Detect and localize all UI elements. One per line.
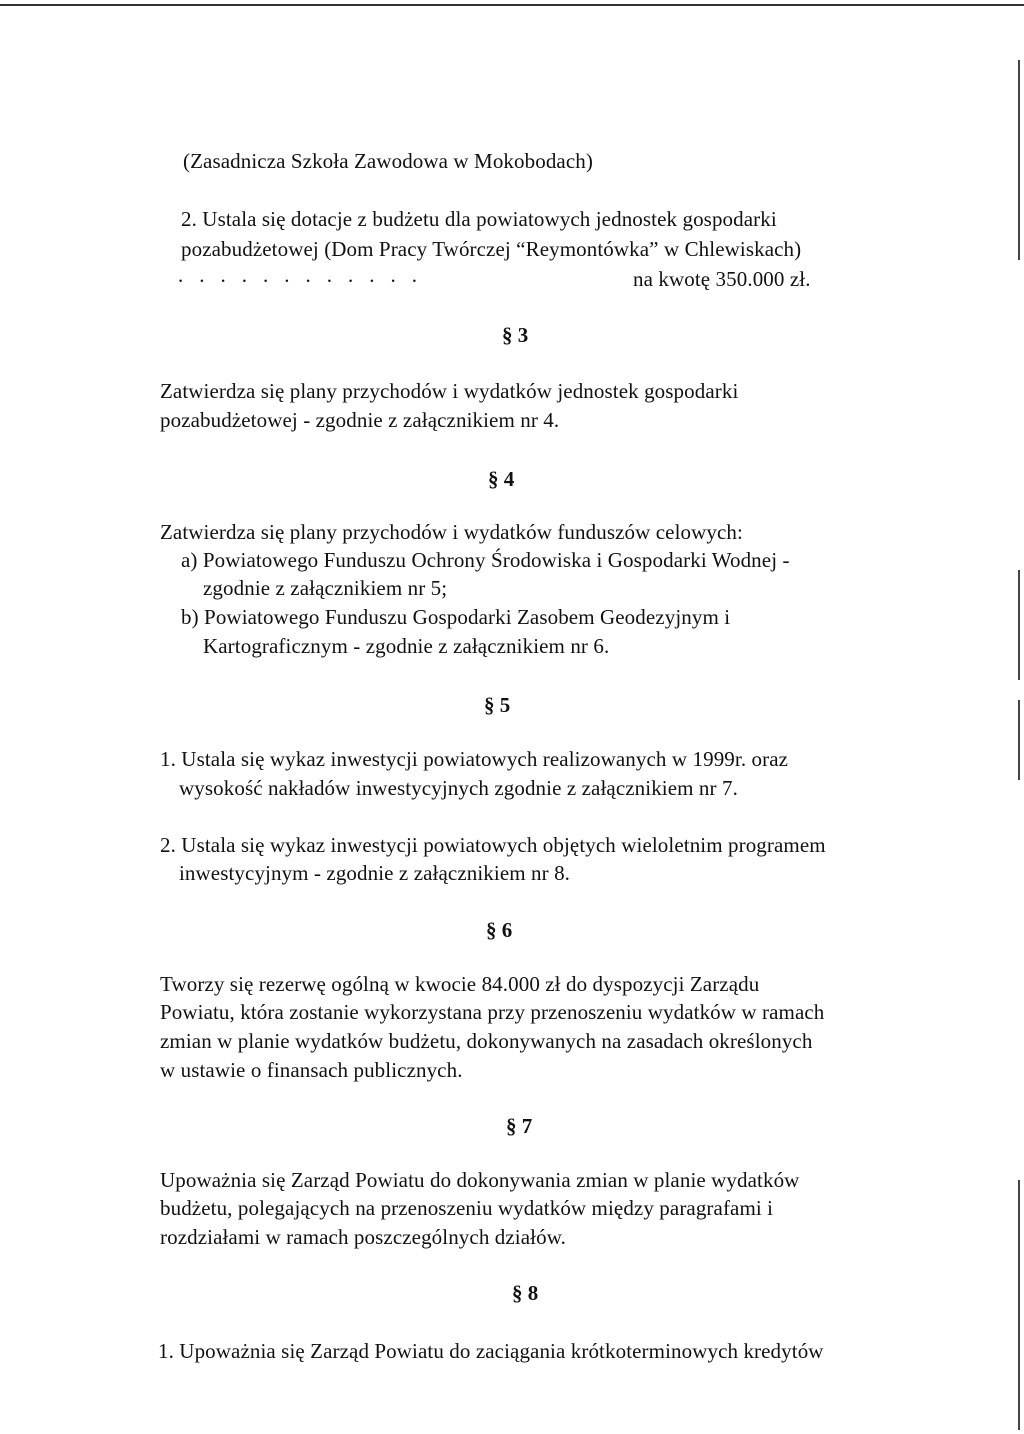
intro-line: (Zasadnicza Szkoła Zawodowa w Mokobodach)	[183, 149, 593, 173]
section-4-line-1: Zatwierdza się plany przychodów i wydatków funduszów celowych:	[160, 520, 743, 544]
section-5-item-2-line-1: 2. Ustala się wykaz inwestycji powiatowych objętych wieloletnim programem	[160, 833, 826, 857]
paragraph-2-leader-dots: ............	[178, 263, 433, 287]
section-4-item-b-line-1: b) Powiatowego Funduszu Gospodarki Zasobem Geodezyjnym i	[181, 605, 731, 629]
section-6-line-1: Tworzy się rezerwę ogólną w kwocie 84.000 zł do dyspozycji Zarządu	[160, 972, 760, 996]
section-4-item-b-line-2: Kartograficznym - zgodnie z załącznikiem nr 6.	[203, 634, 610, 658]
section-4-item-a-line-1: a) Powiatowego Funduszu Ochrony Środowiska i Gospodarki Wodnej -	[181, 548, 790, 572]
scan-top-border	[0, 4, 1024, 6]
section-5-item-2-line-2: inwestycyjnym - zgodnie z załącznikiem nr 8.	[179, 861, 571, 885]
section-6-line-3: zmian w planie wydatków budżetu, dokonywanych na zasadach określonych	[160, 1029, 813, 1053]
section-8-item-1-line-1: 1. Upoważnia się Zarząd Powiatu do zaciągania krótkoterminowych kredytów	[158, 1339, 824, 1363]
section-4-title: § 4	[488, 467, 515, 491]
section-6-line-4: w ustawie o finansach publicznych.	[160, 1058, 463, 1082]
paragraph-2-amount: na kwotę 350.000 zł.	[633, 267, 811, 291]
section-8-title: § 8	[512, 1281, 539, 1305]
section-5-item-1-line-2: wysokość nakładów inwestycyjnych zgodnie z załącznikiem nr 7.	[179, 776, 738, 800]
section-7-line-1: Upoważnia się Zarząd Powiatu do dokonywania zmian w planie wydatków	[160, 1168, 800, 1192]
section-7-line-2: budżetu, polegających na przenoszeniu wydatków między paragrafami i	[160, 1196, 774, 1220]
section-4-item-a-line-2: zgodnie z załącznikiem nr 5;	[203, 576, 448, 600]
scan-edge-mark	[1018, 570, 1020, 680]
paragraph-2-line-1: 2. Ustala się dotacje z budżetu dla powiatowych jednostek gospodarki	[181, 207, 777, 231]
section-3-line-1: Zatwierdza się plany przychodów i wydatków jednostek gospodarki	[160, 379, 739, 403]
section-5-item-1-line-1: 1. Ustala się wykaz inwestycji powiatowych realizowanych w 1999r. oraz	[160, 747, 789, 771]
paragraph-2-line-2: pozabudżetowej (Dom Pracy Twórczej “Reymontówka” w Chlewiskach)	[181, 237, 802, 261]
section-6-title: § 6	[486, 918, 513, 942]
scan-edge-mark	[1018, 700, 1020, 780]
section-7-line-3: rozdziałami w ramach poszczególnych działów.	[160, 1225, 566, 1249]
section-3-line-2: pozabudżetowej - zgodnie z załącznikiem nr 4.	[160, 408, 560, 432]
scan-edge-mark	[1018, 1180, 1020, 1430]
section-5-title: § 5	[484, 693, 511, 717]
section-3-title: § 3	[502, 323, 529, 347]
section-7-title: § 7	[506, 1114, 533, 1138]
section-6-line-2: Powiatu, która zostanie wykorzystana przy przenoszeniu wydatków w ramach	[160, 1000, 825, 1024]
scan-edge-mark	[1018, 60, 1020, 260]
